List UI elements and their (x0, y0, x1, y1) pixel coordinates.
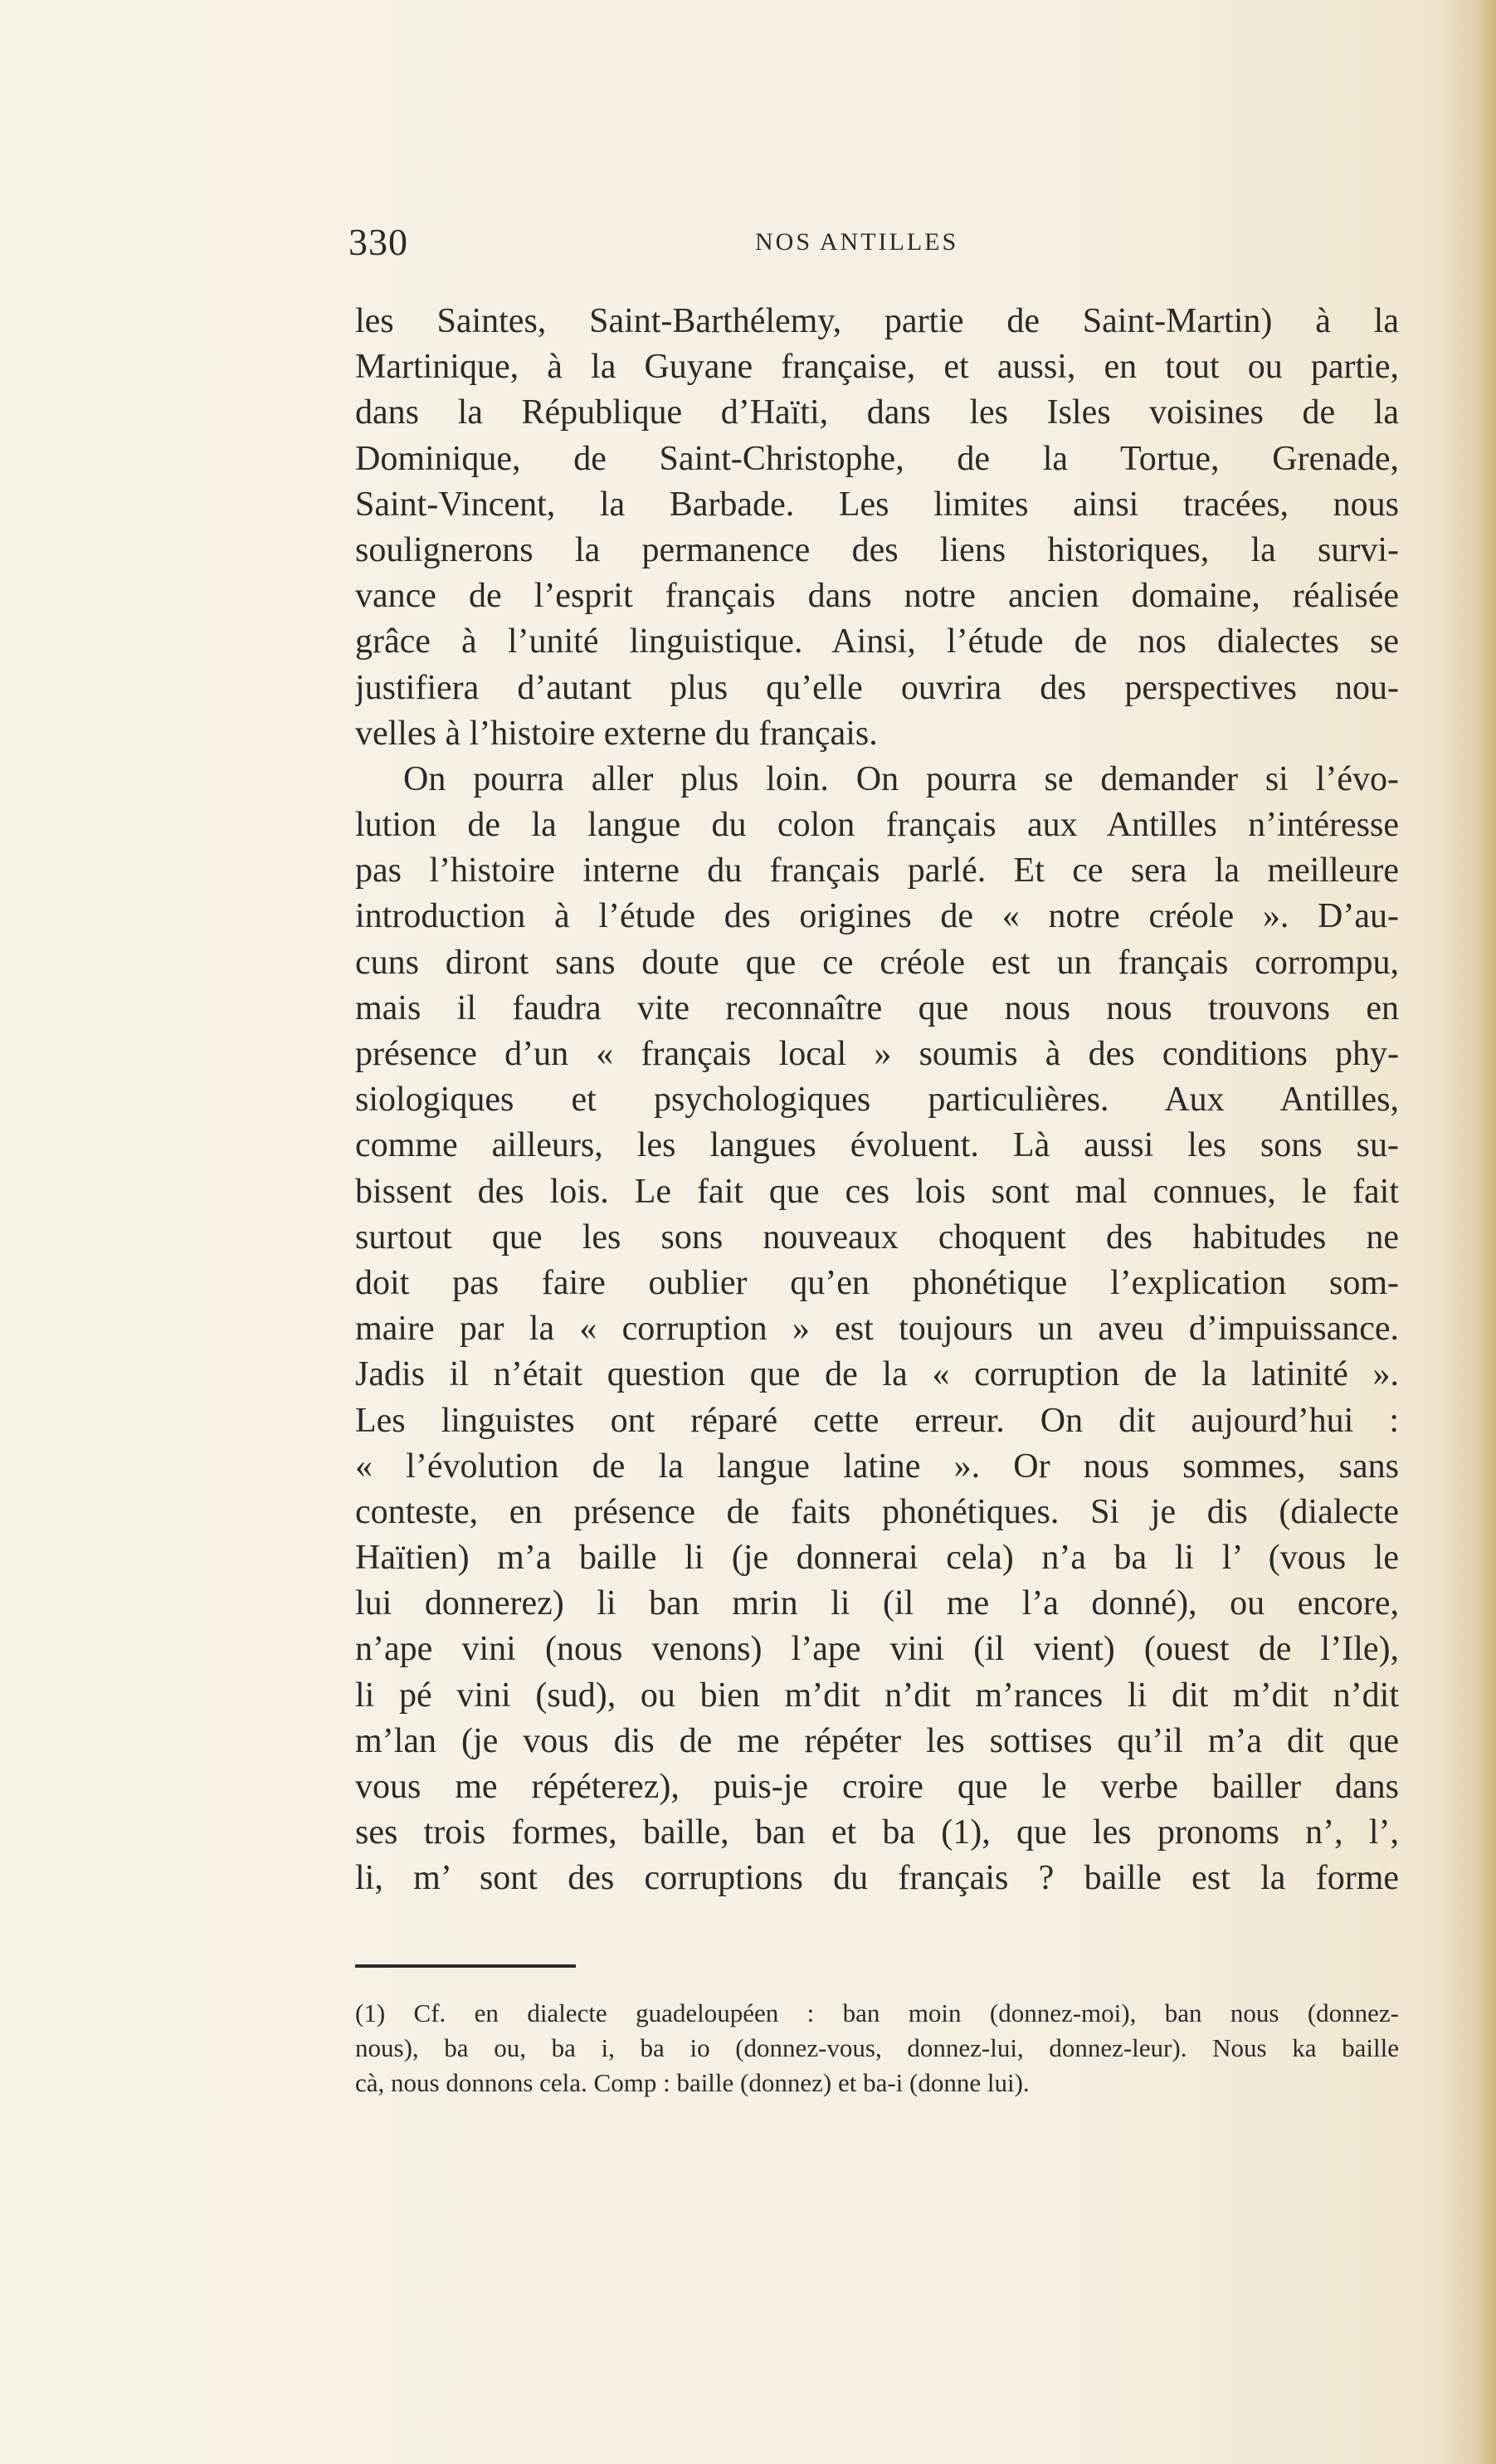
text-line: lution de la langue du colon français aux Antilles n’intéresse (355, 806, 1399, 845)
footnote-line: cà, nous donnons cela. Comp : baille (donnez) et ba-i (donne lui). (355, 2068, 1030, 2097)
text-line: m’lan (je vous dis de me répéter les sottises qu’il m’a dit que (355, 1721, 1399, 1760)
text-line: lui donnerez) li ban mrin li (il me l’a donné), ou encore, (355, 1584, 1399, 1623)
text-line: mais il faudra vite reconnaître que nous nous trouvons en (355, 988, 1399, 1027)
text-line: les Saintes, Saint-Barthélemy, partie de Saint-Martin) à la (355, 302, 1399, 340)
text-line: bissent des lois. Le fait que ces lois sont mal connues, le fait (355, 1172, 1399, 1211)
page-header (348, 217, 1402, 267)
text-line: maire par la « corruption » est toujours un aveu d’impuissance. (355, 1310, 1399, 1349)
footnote-rule (355, 1964, 576, 1968)
text-line: présence d’un « français local » soumis à des conditions phy- (355, 1035, 1399, 1073)
text-line: Jadis il n’était question que de la « corruption de la latinité ». (355, 1355, 1399, 1394)
text-line: doit pas faire oublier qu’en phonétique l’explication som- (355, 1263, 1399, 1302)
footnote-line: (1) Cf. en dialecte guadeloupéen : ban moin (donnez-moi), ban nous (donnez- (355, 1998, 1399, 2027)
text-line: Dominique, de Saint-Christophe, de la Tortue, Grenade, (355, 439, 1399, 478)
footnote-line: nous), ba ou, ba i, ba io (donnez-vous, donnez-lui, donnez-leur). Nous ka baille (355, 2033, 1399, 2062)
text-line: soulignerons la permanence des liens historiques, la survi- (355, 530, 1399, 569)
text-line: comme ailleurs, les langues évoluent. Là aussi les sons su- (355, 1126, 1399, 1165)
text-line: vance de l’esprit français dans notre ancien domaine, réalisée (355, 577, 1399, 616)
text-line: dans la République d’Haïti, dans les Isles voisines de la (355, 393, 1399, 432)
page-number: 330 (348, 221, 408, 263)
body-text (355, 299, 1399, 1902)
text-line: « l’évolution de la langue latine ». Or nous sommes, sans (355, 1447, 1399, 1486)
text-line: n’ape vini (nous venons) l’ape vini (il vient) (ouest de l’Ile), (355, 1630, 1399, 1669)
text-line: cuns diront sans doute que ce créole est un français corrompu, (355, 943, 1399, 982)
text-line: vous me répéterez), puis-je croire que le verbe bailler dans (355, 1768, 1399, 1806)
text-line: pas l’histoire interne du français parlé. Et ce sera la meilleure (355, 851, 1399, 890)
text-line: Haïtien) m’a baille li (je donnerai cela) n’a ba li l’ (vous le (355, 1539, 1399, 1578)
text-line: surtout que les sons nouveaux choquent des habitudes ne (355, 1217, 1399, 1256)
text-line: grâce à l’unité linguistique. Ainsi, l’étude de nos dialectes se (355, 622, 1399, 661)
text-line: justifiera d’autant plus qu’elle ouvrira des perspectives nou- (355, 668, 1399, 707)
text-line: On pourra aller plus loin. On pourra se demander si l’évo- (403, 759, 1399, 798)
text-line: siologiques et psychologiques particulières. Aux Antilles, (355, 1081, 1399, 1120)
text-line: conteste, en présence de faits phonétiques. Si je dis (dialecte (355, 1492, 1399, 1531)
running-title: NOS ANTILLES (755, 228, 959, 256)
footnotes (355, 1996, 1399, 2100)
text-line: Les linguistes ont réparé cette erreur. On dit aujourd’hui : (355, 1401, 1399, 1440)
text-line: velles à l’histoire externe du français. (355, 714, 878, 753)
text-line: Martinique, à la Guyane française, et aussi, en tout ou partie, (355, 348, 1399, 387)
text-line: Saint-Vincent, la Barbade. Les limites ainsi tracées, nous (355, 485, 1399, 524)
page-edge-shadow (1478, 0, 1496, 2464)
text-line: li, m’ sont des corruptions du français ? baille est la forme (355, 1859, 1399, 1898)
text-line: introduction à l’étude des origines de « notre créole ». D’au- (355, 897, 1399, 936)
text-line: ses trois formes, baille, ban et ba (1), que les pronoms n’, l’, (355, 1813, 1399, 1852)
text-line: li pé vini (sud), ou bien m’dit n’dit m’rances li dit m’dit n’dit (355, 1676, 1399, 1715)
